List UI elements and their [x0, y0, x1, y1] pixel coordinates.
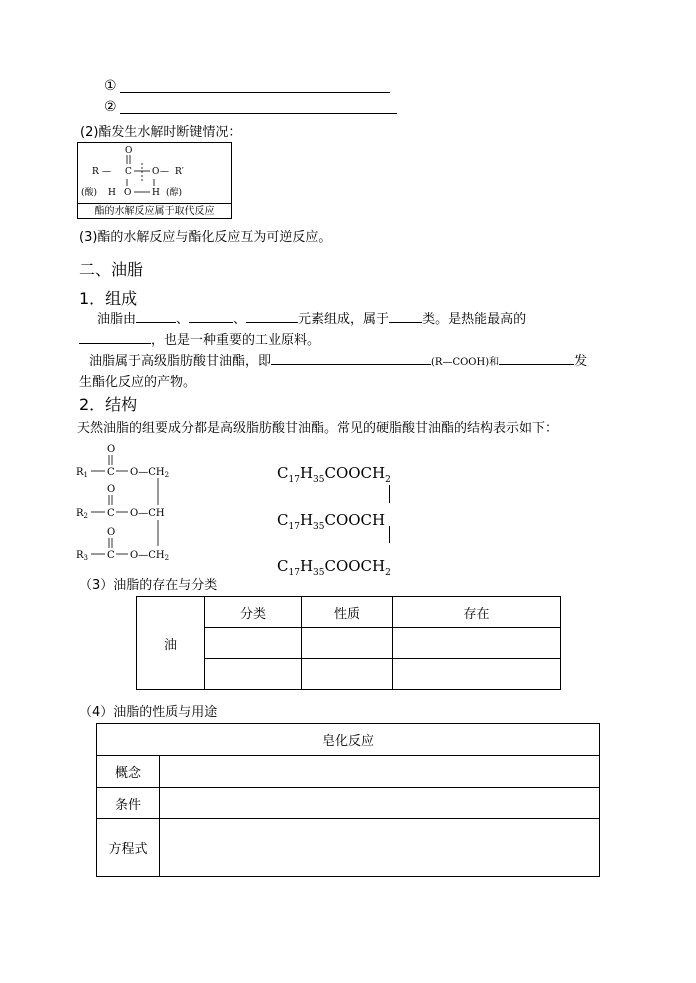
formula-ch2-bot: $O—CH_2$: [130, 550, 170, 562]
diagram-o-bottom: O: [124, 188, 132, 198]
composition-sep-2: 、: [233, 312, 247, 327]
stearin-row-2: $C_{17}H_{35}COOCH$: [277, 511, 386, 532]
diagram-c: C: [125, 167, 132, 177]
energy-blank[interactable]: [79, 330, 151, 344]
diagram-r-prime: R′: [175, 167, 184, 177]
equation-cell[interactable]: [160, 819, 600, 877]
answer-line-2-marker: ②: [104, 99, 117, 115]
ester-hydrolysis-diagram: [77, 142, 232, 219]
stearin-bond-1: [389, 485, 390, 503]
concept-cell[interactable]: [160, 756, 600, 788]
formula-o-2: O: [107, 484, 116, 495]
ester-hydrolysis-heading: (2)酯发生水解时断键情况：: [80, 125, 242, 140]
formula-r3: $R_3$: [76, 550, 88, 562]
composition-line1-b: 元素组成，属于: [298, 312, 390, 327]
stearin-bond-2: [389, 526, 390, 543]
oil-cell[interactable]: [302, 628, 393, 659]
composition-line1-a: 油脂由: [97, 312, 137, 327]
composition-line3-c: 发: [574, 354, 588, 369]
condition-cell[interactable]: [160, 788, 600, 819]
glycerol-blank[interactable]: [499, 351, 574, 365]
composition-sep-1: 、: [176, 312, 190, 327]
formula-c-3: C: [107, 550, 115, 561]
stearin-row-3: $C_{17}H_{35}COOCH_2$: [277, 557, 391, 578]
formula-o-1: O: [107, 444, 116, 455]
oil-cell[interactable]: [205, 659, 302, 690]
element-blank-3[interactable]: [246, 309, 298, 323]
composition-line-4: 生酯化反应的产物。: [79, 375, 197, 390]
answer-line-2[interactable]: [120, 113, 397, 114]
oil-table-heading: （3）油脂的存在与分类: [79, 578, 218, 593]
composition-line3-b: (R—COOH)和: [431, 357, 500, 368]
stearin-formula: [277, 463, 391, 583]
composition-line1-c: 类。是热能最高的: [422, 312, 527, 327]
stearin-row-1: $C_{17}H_{35}COOCH_2$: [277, 464, 391, 485]
composition-heading: 1．组成: [79, 289, 138, 308]
col-header-existence: 存在: [393, 597, 561, 628]
glyceride-general-formula: [74, 440, 194, 564]
diagram-alcohol: (醇): [166, 188, 183, 198]
composition-line-1: [97, 308, 526, 327]
row-label-equation: 方程式: [97, 819, 160, 877]
diagram-h: H: [108, 188, 116, 198]
element-blank-2[interactable]: [189, 309, 233, 323]
structure-text: 天然油脂的组要成分都是高级脂肪酸甘油酯。常见的硬脂酸甘油酯的结构表示如下：: [77, 421, 559, 436]
diagram-caption: 酯的水解反应属于取代反应: [78, 203, 231, 219]
formula-r2: $R_2$: [76, 508, 88, 520]
formula-ch-mid: O—CH: [130, 508, 165, 519]
element-blank-1[interactable]: [136, 309, 176, 323]
row-label-concept: 概念: [97, 756, 160, 788]
formula-o-3: O: [107, 527, 116, 538]
oil-cell[interactable]: [302, 659, 393, 690]
oil-classification-table: [136, 596, 561, 690]
diagram-h2: H: [152, 188, 160, 198]
formula-r1-sub: 1: [83, 471, 88, 479]
class-blank[interactable]: [389, 309, 422, 323]
diagram-acid: (酸): [81, 188, 98, 198]
formula-c-1: C: [107, 467, 115, 478]
answer-line-1-marker: ①: [104, 78, 117, 94]
composition-line-2: [79, 329, 320, 348]
saponification-title: 皂化反应: [97, 724, 600, 756]
formula-c-2: C: [107, 508, 115, 519]
saponification-table: [96, 723, 600, 877]
diagram-dash1: —: [102, 167, 111, 177]
oil-row-label: 油: [137, 597, 205, 690]
col-header-classification: 分类: [205, 597, 302, 628]
formula-r1: $R_1$: [76, 467, 88, 479]
section-title: 二、油脂: [79, 260, 144, 279]
formula-ch2-top: $O—CH_2$: [130, 467, 170, 479]
diagram-dash2: —: [160, 167, 169, 177]
answer-line-1[interactable]: [120, 92, 390, 93]
ester-reversible-note: (3)酯的水解反应与酯化反应互为可逆反应。: [79, 230, 332, 245]
col-header-properties: 性质: [302, 597, 393, 628]
diagram-o-right: O: [152, 167, 160, 177]
row-label-condition: 条件: [97, 788, 160, 819]
oil-cell[interactable]: [393, 659, 561, 690]
acid-blank[interactable]: [271, 351, 431, 365]
diagram-r: R: [92, 167, 99, 177]
composition-line-3: [89, 350, 587, 369]
composition-line2: ，也是一种重要的工业原料。: [151, 333, 321, 348]
structure-heading: 2．结构: [79, 395, 138, 414]
oil-cell[interactable]: [205, 628, 302, 659]
oil-cell[interactable]: [393, 628, 561, 659]
composition-line3-a: 油脂属于高级脂肪酸甘油酯，即: [89, 354, 272, 369]
diagram-o-top: O: [125, 146, 133, 156]
uses-table-heading: （4）油脂的性质与用途: [79, 705, 218, 720]
